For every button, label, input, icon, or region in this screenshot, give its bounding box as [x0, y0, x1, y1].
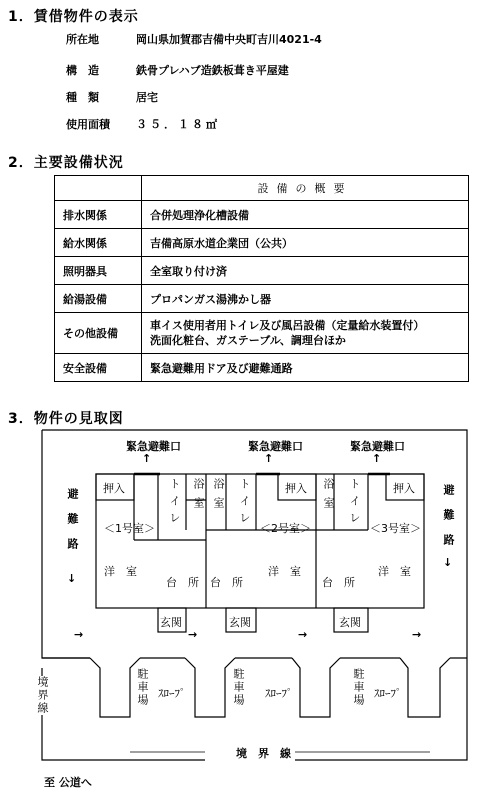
closet-label: 押入: [103, 482, 125, 495]
to-public-road-label: 至 公道へ: [44, 776, 92, 789]
table-header: 設備の概要: [142, 176, 469, 201]
section2-title: 2．主要設備状況: [8, 155, 124, 171]
arrow-right-icon: →: [298, 628, 308, 641]
emergency-exit-3: 緊急避難口: [350, 440, 405, 453]
section3-title: 3．物件の見取図: [8, 411, 124, 427]
boundary-vertical-label: 境界線: [36, 676, 49, 715]
building-outline: [96, 474, 424, 608]
kitchen-label: 台 所: [322, 576, 355, 589]
entrance-label: 玄関: [160, 616, 182, 629]
slope-label: ｽﾛｰﾌﾟ: [374, 687, 402, 700]
arrow-right-icon: →: [188, 628, 198, 641]
arrow-right-icon: →: [412, 628, 422, 641]
table-row-value: 緊急避難用ドア及び避難通路: [142, 354, 469, 382]
toilet-label: トイレ: [348, 478, 361, 529]
emergency-exit-1: 緊急避難口: [126, 440, 181, 453]
arrow-down-icon: ↓: [443, 556, 453, 569]
parking-label: 駐車場: [232, 668, 245, 707]
location-value: 岡山県加賀郡吉備中央町吉川4021-4: [136, 33, 322, 46]
table-row-label: 照明器具: [55, 257, 142, 285]
table-row-label: 給湯設備: [55, 285, 142, 313]
kitchen-label: 台 所: [210, 576, 243, 589]
evac-route-left: 避難路: [66, 488, 79, 563]
boundary-horizontal-label: 境 界 線: [232, 745, 295, 761]
type-label: 種 類: [66, 91, 99, 104]
emergency-exit-2: 緊急避難口: [248, 440, 303, 453]
toilet-label: トイレ: [238, 478, 251, 529]
entrance-label: 玄関: [339, 616, 361, 629]
closet-label: 押入: [393, 482, 415, 495]
bath-label: 浴室: [322, 478, 335, 516]
bath-label: 浴室: [192, 478, 205, 516]
structure-value: 鉄骨プレハブ造鉄板葺き平屋建: [136, 64, 289, 77]
evac-route-right: 避難路: [442, 484, 455, 559]
table-row-label: その他設備: [55, 313, 142, 354]
section1-title: 1．賃借物件の表示: [8, 9, 139, 25]
room3-label: ＜3号室＞: [370, 522, 421, 535]
western-room-label: 洋 室: [378, 565, 411, 578]
slope-label: ｽﾛｰﾌﾟ: [158, 687, 186, 700]
toilet-label: トイレ: [168, 478, 181, 529]
western-room-label: 洋 室: [268, 565, 301, 578]
area-value: ３５．１８㎡: [136, 118, 220, 131]
table-row-value: 車イス使用者用トイレ及び風呂設備（定量給水装置付） 洗面化粧台、ガステーブル、調理台ほか: [150, 319, 425, 347]
structure-label: 構 造: [66, 64, 99, 77]
type-value: 居宅: [136, 91, 158, 104]
entrance-label: 玄関: [229, 616, 251, 629]
slope-label: ｽﾛｰﾌﾟ: [265, 687, 293, 700]
location-label: 所在地: [66, 33, 99, 46]
table-row-value: 合併処理浄化槽設備: [142, 201, 469, 229]
room2-label: ＜2号室＞: [260, 522, 311, 535]
table-row-label: 安全設備: [55, 354, 142, 382]
table-row-label: 給水関係: [55, 229, 142, 257]
closet-label: 押入: [285, 482, 307, 495]
parking-label: 駐車場: [352, 668, 365, 707]
kitchen-label: 台 所: [166, 576, 199, 589]
arrow-right-icon: →: [74, 628, 84, 641]
western-room-label: 洋 室: [104, 565, 137, 578]
arrow-down-icon: ↓: [67, 572, 77, 585]
arrow-up-icon: ↑: [372, 452, 382, 465]
room1-label: ＜1号室＞: [104, 522, 155, 535]
table-row-value: 吉備高原水道企業団（公共）: [142, 229, 469, 257]
area-label: 使用面積: [66, 118, 110, 131]
table-row-value: プロパンガス湯沸かし器: [142, 285, 469, 313]
table-row-label: 排水関係: [55, 201, 142, 229]
arrow-up-icon: ↑: [142, 452, 152, 465]
table-row-value: 全室取り付け済: [142, 257, 469, 285]
parking-label: 駐車場: [136, 668, 149, 707]
arrow-up-icon: ↑: [264, 452, 274, 465]
bath-label: 浴室: [212, 478, 225, 516]
